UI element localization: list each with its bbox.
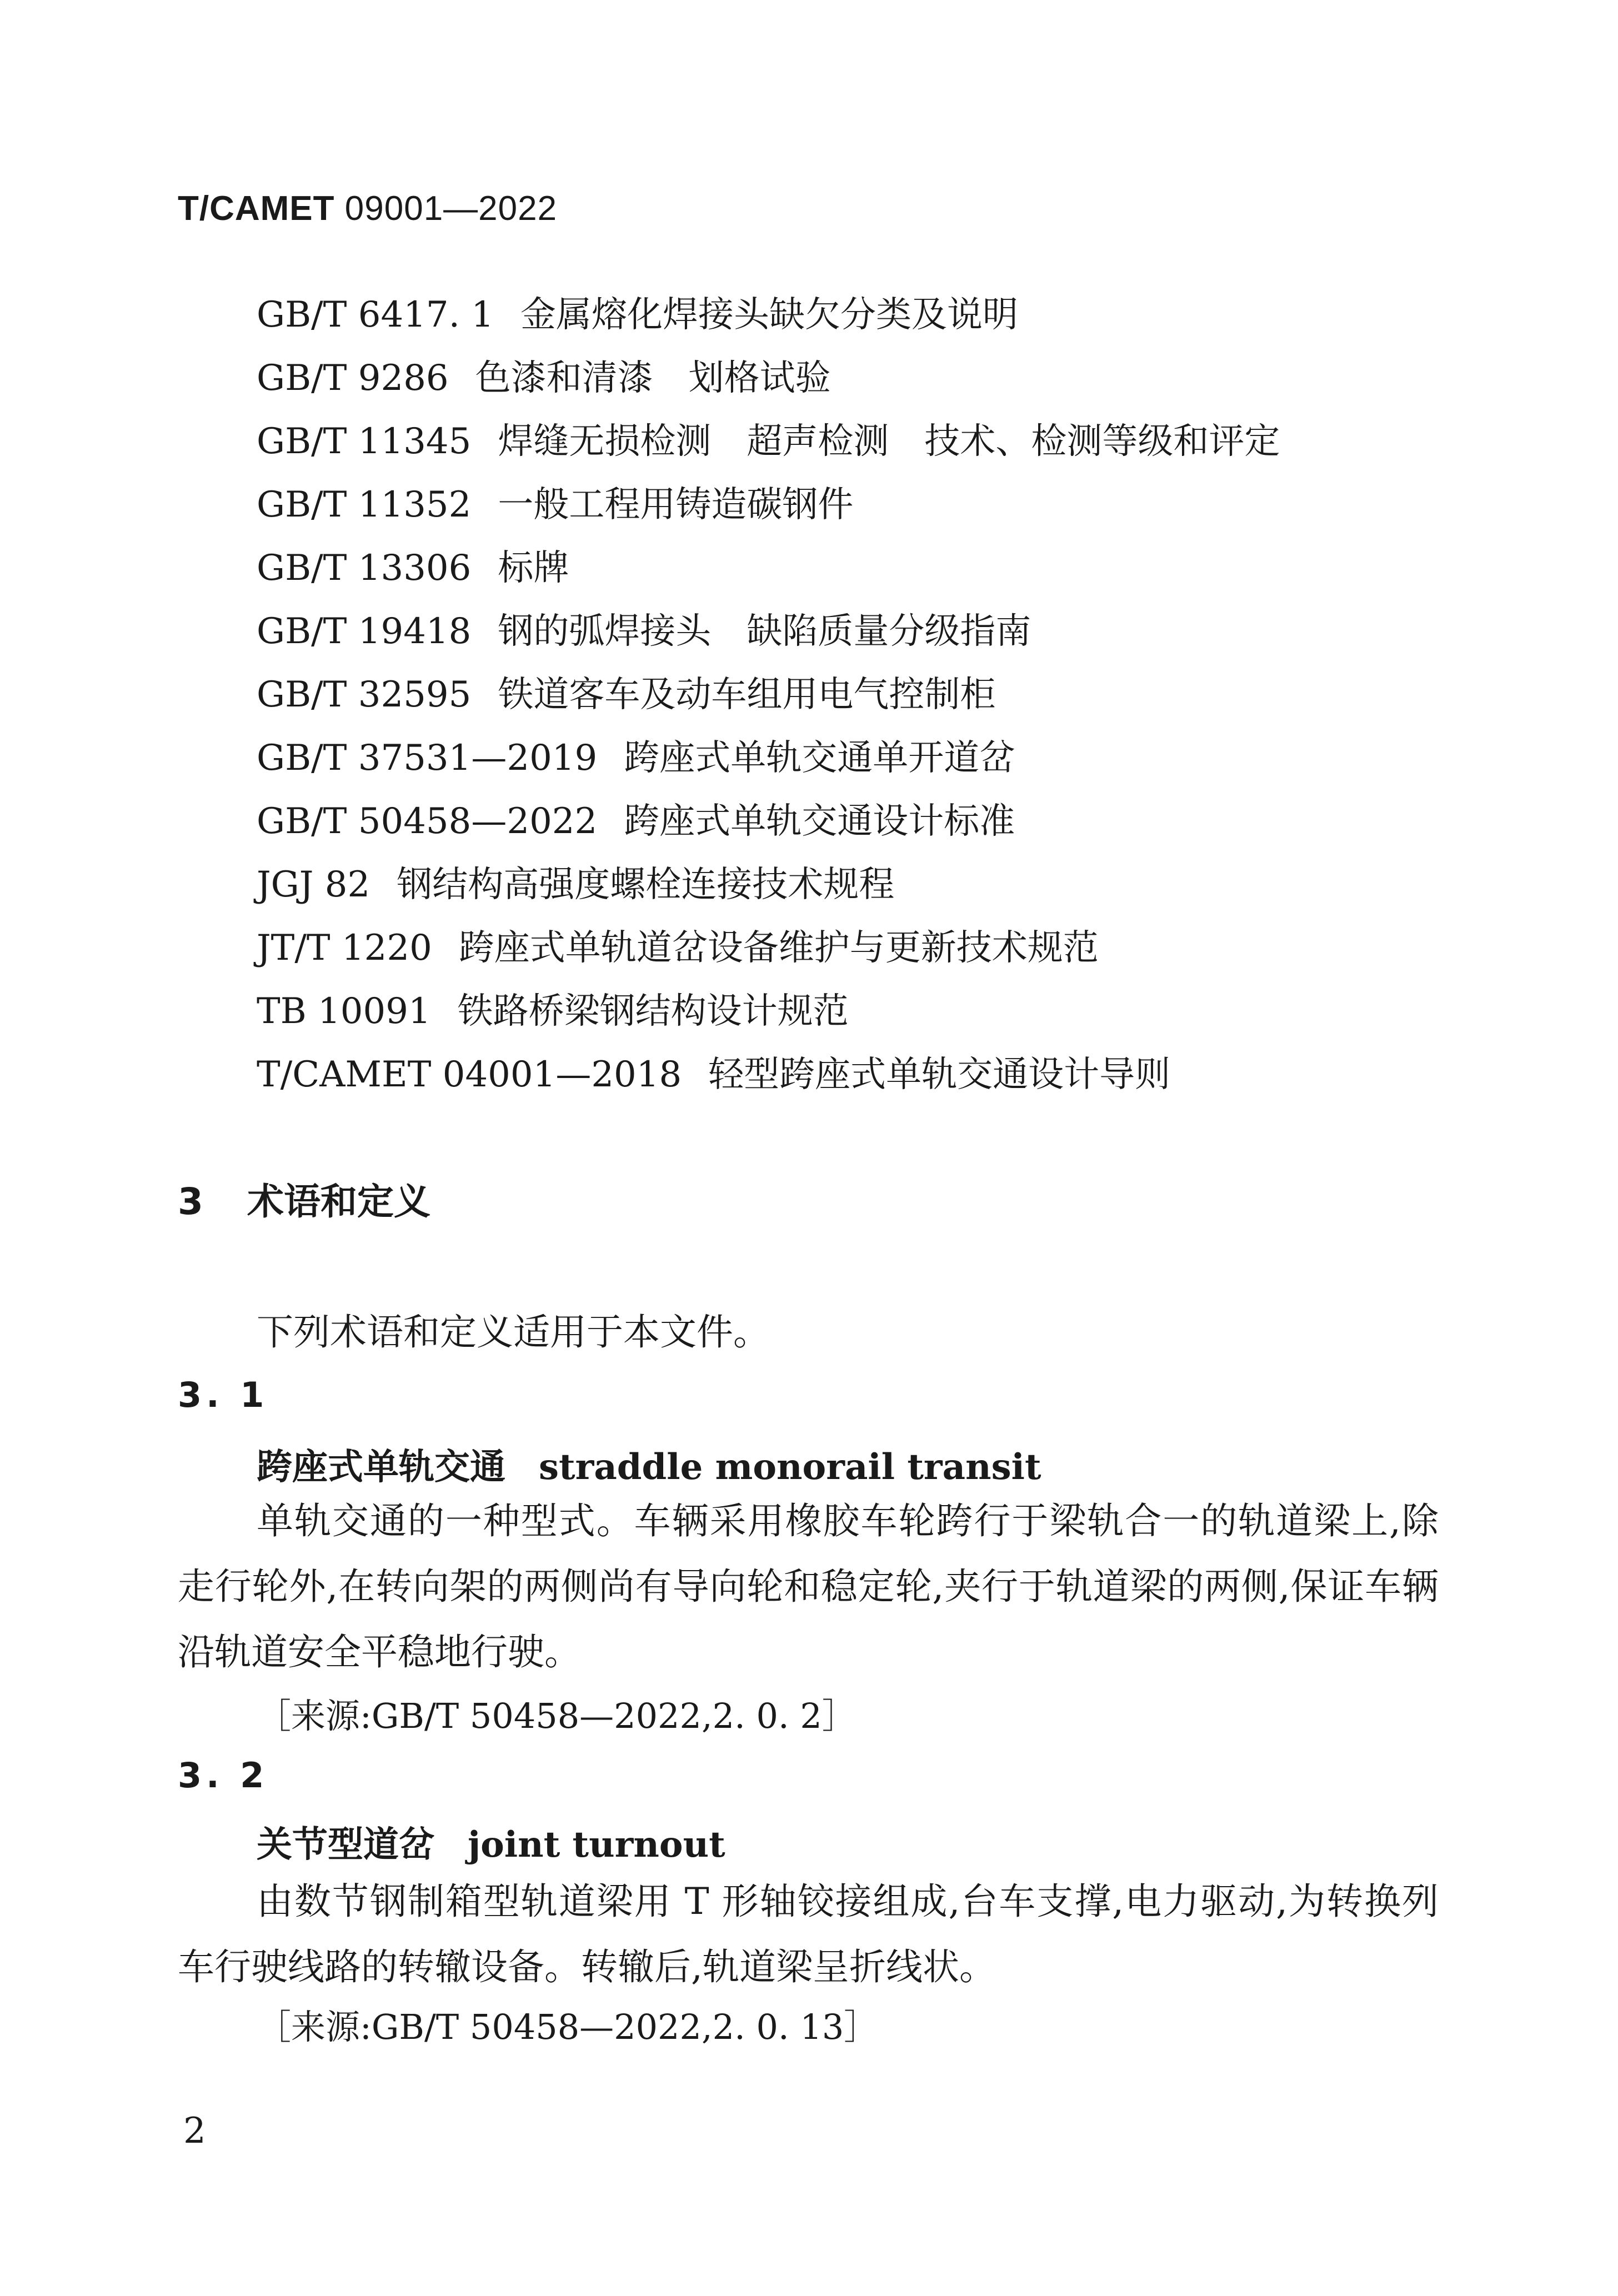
term-definition: 由数节钢制箱型轨道梁用 T 形轴铰接组成,台车支撑,电力驱动,为转换列车行驶线路的转辙设备。转辙后,轨道梁呈折线状。 (178, 1880, 1439, 1988)
header-org: T/CAMET (178, 189, 335, 228)
reference-item (257, 663, 1534, 726)
reference-item (257, 726, 1534, 790)
reference-code: GB/T 32595 (257, 674, 472, 715)
reference-title: 标牌 (498, 548, 569, 589)
reference-title: 一般工程用铸造碳钢件 (498, 484, 854, 525)
term-chinese: 跨座式单轨交通 (257, 1447, 505, 1488)
reference-title: 跨座式单轨交通设计标准 (624, 801, 1015, 842)
reference-code: T/CAMET 04001—2018 (257, 1054, 682, 1095)
reference-code: GB/T 9286 (257, 358, 449, 399)
reference-title: 铁路桥梁钢结构设计规范 (457, 991, 849, 1032)
section-number: 3 (178, 1180, 203, 1223)
reference-code: TB 10091 (257, 991, 431, 1032)
reference-item (257, 790, 1534, 853)
reference-title: 跨座式单轨交通单开道岔 (624, 738, 1015, 779)
term-english: joint turnout (468, 1824, 725, 1866)
term-source: ［来源:GB/T 50458—2022,2. 0. 13］ (257, 2007, 879, 2047)
reference-title: 焊缝无损检测 超声检测 技术、检测等级和评定 (498, 421, 1280, 462)
reference-item (257, 600, 1534, 663)
term-source: ［来源:GB/T 50458—2022,2. 0. 2］ (257, 1696, 856, 1736)
header-number: 09001—2022 (344, 189, 558, 228)
reference-item (257, 537, 1534, 600)
reference-item (257, 916, 1534, 980)
clause-number: 3. 2 (178, 1755, 269, 1796)
section-title: 术语和定义 (247, 1180, 430, 1223)
reference-code: GB/T 11345 (257, 421, 472, 462)
reference-item (257, 853, 1534, 916)
reference-code: GB/T 19418 (257, 611, 472, 652)
reference-code: GB/T 6417. 1 (257, 294, 494, 335)
section-heading (178, 1172, 430, 1225)
reference-title: 跨座式单轨道岔设备维护与更新技术规范 (458, 928, 1099, 969)
normative-references-list (257, 283, 1534, 1106)
clause-number: 3. 1 (178, 1375, 269, 1415)
page-number: 2 (183, 2110, 206, 2152)
reference-code: GB/T 11352 (257, 484, 472, 525)
reference-title: 轻型跨座式单轨交通设计导则 (708, 1054, 1171, 1095)
section-intro: 下列术语和定义适用于本文件。 (257, 1311, 770, 1353)
reference-item (257, 283, 1534, 347)
reference-title: 钢结构高强度螺栓连接技术规程 (397, 864, 895, 905)
reference-item (257, 1043, 1534, 1106)
reference-code: JT/T 1220 (257, 928, 432, 969)
reference-title: 钢的弧焊接头 缺陷质量分级指南 (498, 611, 1031, 652)
term-heading (257, 1816, 725, 1867)
reference-code: GB/T 13306 (257, 548, 472, 589)
reference-item (257, 347, 1534, 410)
standard-header (178, 189, 557, 228)
reference-item (257, 410, 1534, 473)
reference-title: 金属熔化焊接头缺欠分类及说明 (520, 294, 1019, 335)
reference-code: JGJ 82 (257, 864, 370, 905)
term-definition: 单轨交通的一种型式。车辆采用橡胶车轮跨行于梁轨合一的轨道梁上,除走行轮外,在转向架的两侧尚有导向轮和稳定轮,夹行于轨道梁的两侧,保证车辆沿轨道安全平稳地行驶。 (178, 1500, 1439, 1673)
reference-item (257, 980, 1534, 1043)
term-heading (257, 1438, 1041, 1490)
reference-title: 色漆和清漆 划格试验 (475, 358, 831, 399)
reference-code: GB/T 37531—2019 (257, 738, 598, 779)
reference-code: GB/T 50458—2022 (257, 801, 598, 842)
reference-title: 铁道客车及动车组用电气控制柜 (498, 674, 996, 715)
reference-item (257, 473, 1534, 537)
term-chinese: 关节型道岔 (257, 1824, 434, 1866)
term-english: straddle monorail transit (539, 1446, 1041, 1488)
